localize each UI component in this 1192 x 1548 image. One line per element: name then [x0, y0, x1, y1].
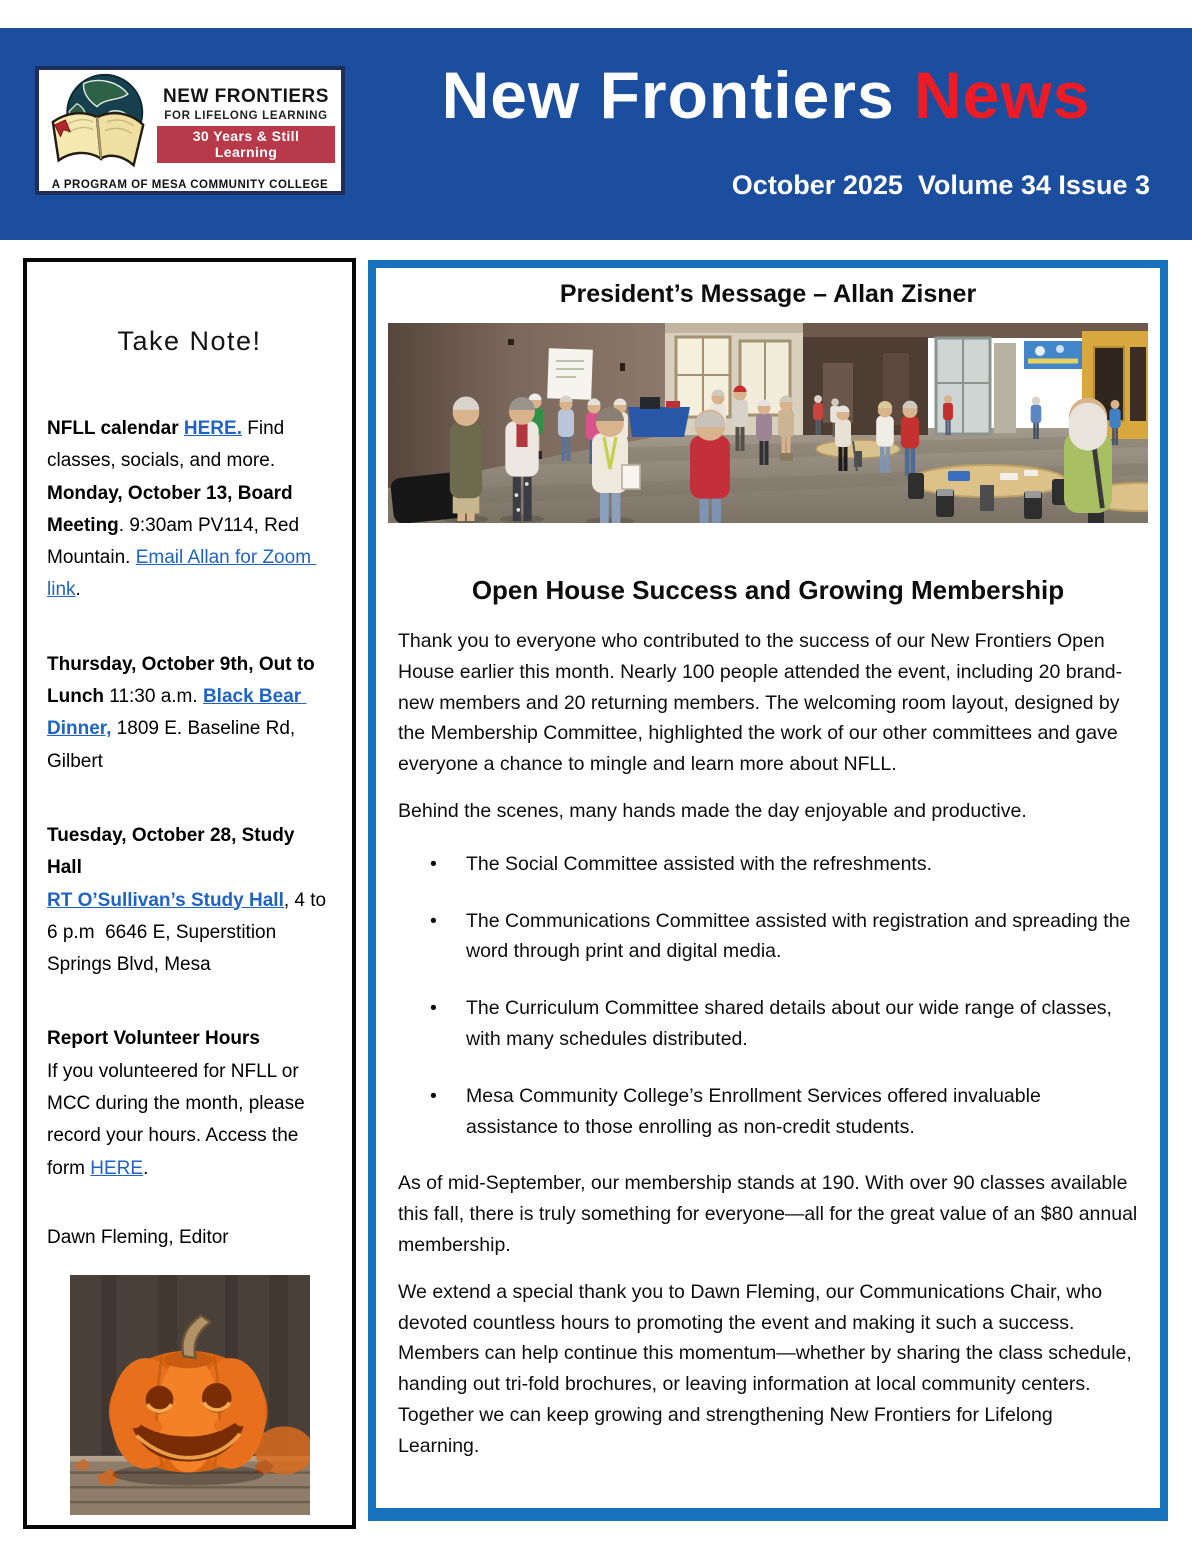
text-segment: Tuesday, October 28, Study Hall — [47, 824, 300, 879]
take-note-sidebar — [23, 258, 356, 1529]
committee-bullet-list — [398, 849, 1138, 1143]
text-segment: , 4 to 6 p.m 6646 E, Superstition Springs Blvd, Mesa — [47, 889, 332, 976]
logo-text-block — [157, 86, 337, 163]
globe-book-icon — [41, 72, 157, 177]
newsletter-title — [380, 58, 1152, 132]
text-segment: 1809 E. Baseline Rd, Gilbert — [47, 718, 301, 772]
newsletter-title-red: News — [914, 58, 1091, 132]
bullet-item: • The Communications Committee assisted with registration and spreading the word through print and digital media. — [398, 906, 1138, 968]
pumpkin-image — [70, 1275, 310, 1515]
text-segment: 11:30 a.m. — [109, 686, 203, 708]
editor-credit: Dawn Fleming, Editor — [47, 1226, 229, 1248]
text-segment: . 9:30am PV114, Red Mountain. — [47, 514, 305, 569]
logo-subtitle: FOR LIFELONG LEARNING — [164, 110, 328, 122]
open-house-photo — [388, 323, 1148, 523]
sidebar-notes — [47, 413, 332, 1185]
header-title-area — [380, 58, 1152, 201]
newsletter-logo — [35, 66, 345, 195]
sidebar-link[interactable]: HERE. — [183, 418, 242, 439]
logo-name: NEW FRONTIERS — [163, 86, 329, 107]
bullet-item: • The Social Committee assisted with the refreshments. — [398, 849, 1138, 880]
note-volunteer-hours — [47, 1023, 332, 1184]
logo-anniversary-banner: 30 Years & Still Learning — [157, 126, 335, 163]
article-heading: Open House Success and Growing Membership — [471, 575, 1065, 605]
text-segment: Monday, October 13, Board Meeting — [47, 482, 298, 536]
text-segment: Find classes, socials, and more. — [47, 418, 290, 472]
text-segment: If you volunteered for NFLL or MCC during the month, please record your hours. Access the form — [47, 1060, 310, 1179]
article-paragraph: We extend a special thank you to Dawn Fleming, our Communications Chair, who devoted countless hours to promoting the event and making it such a success. Members can help continue this momentum—whether by sharing the class schedule, handing out tri-fold brochures, or leaving information at local community centers. Together we can keep growing and strengthening New Frontiers for Lifelong Learning. — [398, 1280, 1132, 1457]
article-paragraph: Behind the scenes, many hands made the day enjoyable and productive. — [398, 799, 1027, 822]
header-band — [0, 28, 1192, 240]
presidents-message-title: President’s Message – Allan Zisner — [559, 280, 977, 308]
sidebar-link[interactable]: Email Allan for Zoom link — [47, 547, 317, 601]
logo-program-line: A PROGRAM OF MESA COMMUNITY COLLEGE — [51, 179, 329, 191]
sidebar-title: Take Note! — [117, 326, 262, 356]
text-segment: Report Volunteer Hours — [47, 1028, 260, 1050]
sidebar-link[interactable]: RT O’Sullivan’s Study Hall — [47, 889, 284, 911]
bullet-item: • Mesa Community College’s Enrollment Services offered invaluable assistance to those enrolling as non-credit students. — [398, 1081, 1138, 1143]
note-study-hall — [47, 820, 332, 981]
note-out-to-lunch — [47, 649, 332, 778]
issue-line: October 2025 Volume 34 Issue 3 — [731, 170, 1150, 200]
newsletter-title-white: New Frontiers — [441, 58, 895, 132]
article-paragraph: Thank you to everyone who contributed to the success of our New Frontiers Open House earlier this month. Nearly 100 people attended the event, including 20 brand-new members and 20 returning members. The welcoming room layout, designed by the Membership Committee, highlighted the work of our other committees and gave everyone a chance to mingle and learn more about NFLL. — [398, 630, 1123, 776]
logo-top — [39, 70, 341, 177]
text-segment: . — [75, 579, 81, 601]
bullet-item: • The Curriculum Committee shared details about our wide range of classes, with many schedules distributed. — [398, 993, 1138, 1055]
presidents-message-panel — [368, 260, 1168, 1521]
text-segment: . — [143, 1157, 149, 1179]
article-body — [398, 626, 1138, 1462]
text-segment: Thursday, October 9th, Out to Lunch — [47, 653, 321, 708]
note-calendar-board-meeting — [47, 413, 332, 607]
sidebar-link[interactable]: Black Bear Dinner, — [47, 686, 307, 740]
text-segment: NFLL calendar — [47, 418, 184, 439]
article-paragraph: As of mid-September, our membership stands at 190. With over 90 classes available this fall, there is truly something for everyone—all for the great value of an $80 annual membership. — [398, 1172, 1138, 1256]
sidebar-link[interactable]: HERE — [90, 1157, 144, 1179]
